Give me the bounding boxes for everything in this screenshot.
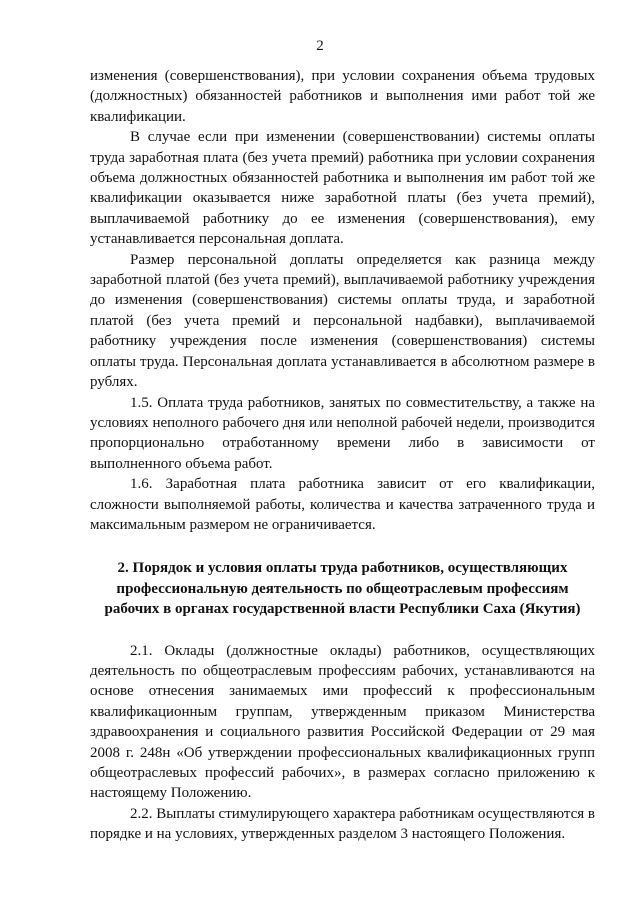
paragraph-1-5: 1.5. Оплата труда работников, занятых по совместительству, а также на условиях неполного рабочего дня или неполной рабочей недели, производится пропорционально отработанному времени либо в зависимости от выполненного объема работ. xyxy=(90,394,595,472)
page-number: 2 xyxy=(316,38,324,54)
section-2-title-line: профессиональную деятельность по общеотраслевым профессиям xyxy=(116,580,569,597)
paragraph-continuation: изменения (совершенствования), при условии сохранения объема трудовых (должностных) обязанностей работников и выполнения ими работ той же квалификации. xyxy=(90,68,595,125)
section-2-title xyxy=(90,558,595,619)
document-body xyxy=(90,66,595,845)
paragraph-2-2: 2.2. Выплаты стимулирующего характера работникам осуществляются в порядке и на условиях, утвержденных разделом 3 настоящего Положения. xyxy=(90,805,595,843)
section-2-title-line: 2. Порядок и условия оплаты труда работников, осуществляющих xyxy=(117,560,568,577)
paragraph-allowance-size: Размер персональной доплаты определяется как разница между заработной платой (без учета премий), выплачиваемой работнику учреждения до изменения (совершенствования) системы оплаты труда, и заработной платой (без учета премий и персональной надбавки), выплачиваемой работнику учреждения после изменения (совершенствования) системы оплаты труда. Персональная доплата устанавливается в абсолютном размере в рублях. xyxy=(90,251,595,391)
paragraph-personal-allowance: В случае если при изменении (совершенствовании) системы оплаты труда заработная плата (без учета премий) работника при условии сохранения объема должностных обязанностей работника и выполнения им работ той же квалификации оказывается ниже заработной платы (без учета премий), выплачиваемой работнику до ее изменения (совершенствования), ему устанавливается персональная доплата. xyxy=(90,129,595,248)
section-2-title-line: рабочих в органах государственной власти Республики Саха (Якутия) xyxy=(104,601,581,618)
paragraph-2-1: 2.1. Оклады (должностные оклады) работников, осуществляющих деятельность по общеотраслевым профессиям рабочих, устанавливаются на основе отнесения занимаемых ими профессий к профессиональным квалификационным группам, утвержденным приказом Министерства здравоохранения и социального развития Российской Федерации от 29 мая 2008 г. 248н «Об утверждении профессиональных квалификационных групп общеотраслевых профессий рабочих», в размерах согласно приложению к настоящему Положению. xyxy=(90,642,595,802)
paragraph-1-6: 1.6. Заработная плата работника зависит от его квалификации, сложности выполняемой работы, количества и качества затраченного труда и максимальным размером не ограничивается. xyxy=(90,476,595,533)
